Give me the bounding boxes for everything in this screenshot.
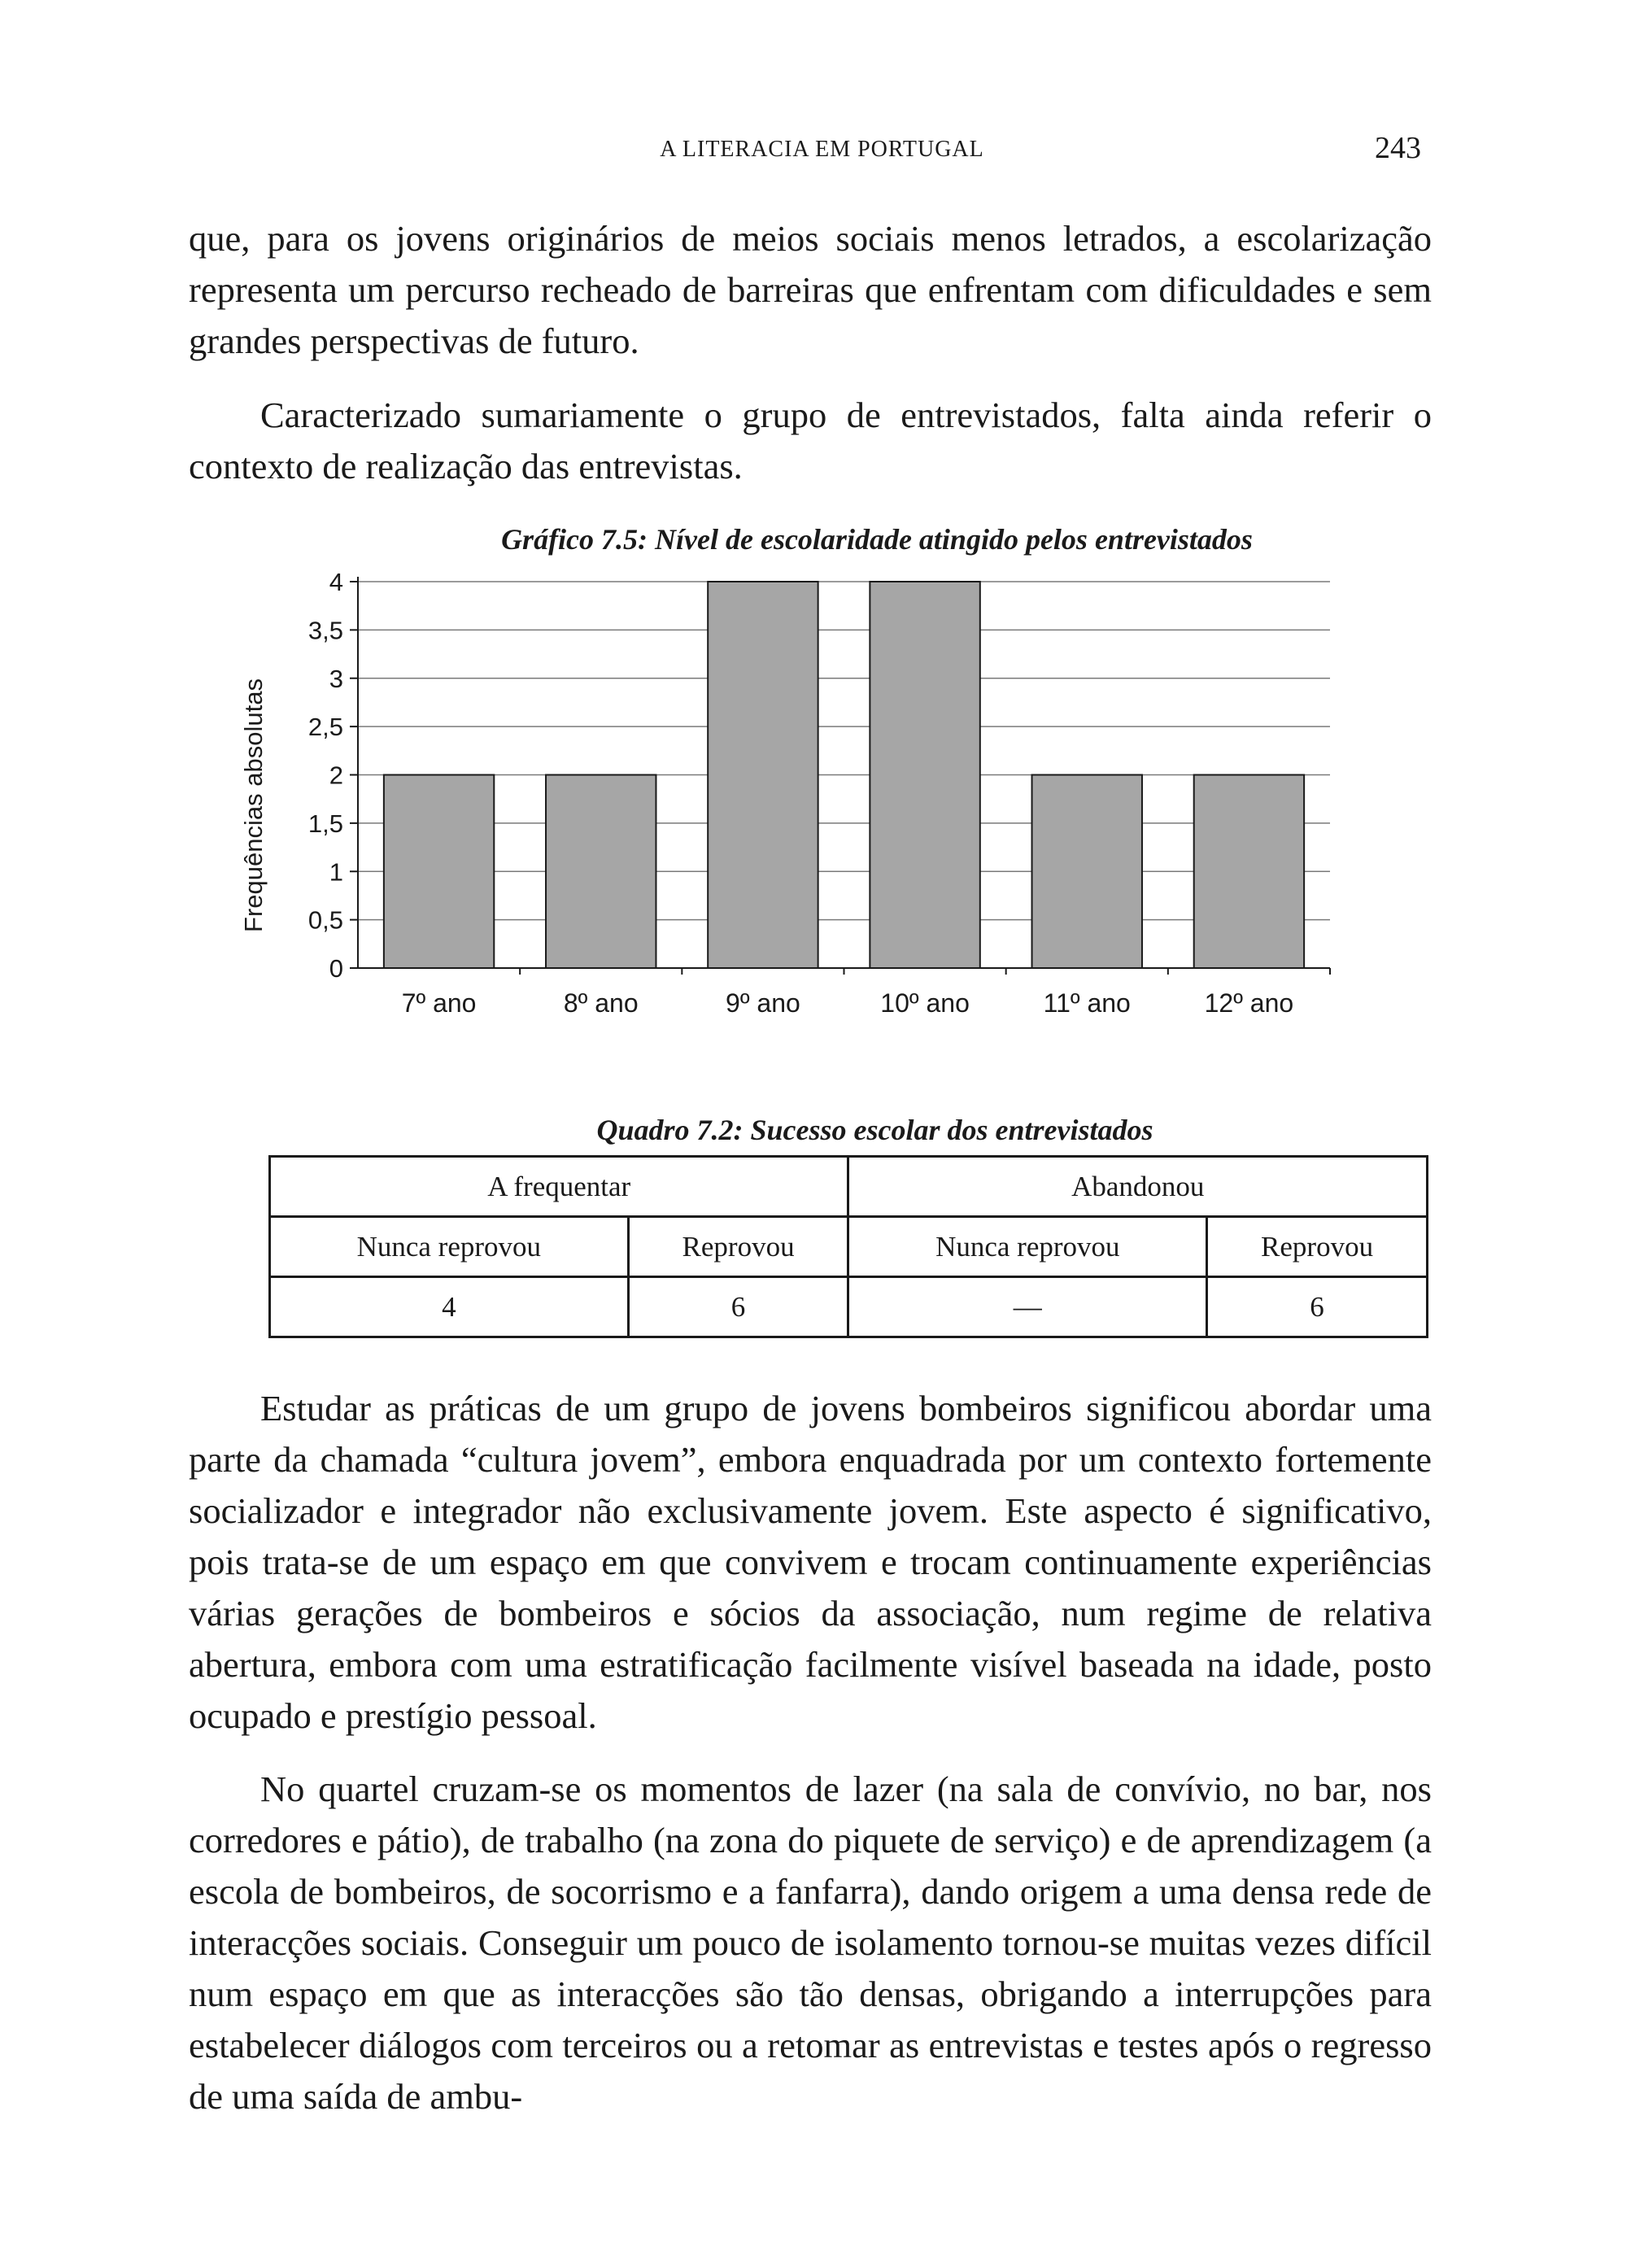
x-tick-label: 9º ano [726, 988, 800, 1018]
x-tick-label: 10º ano [880, 988, 970, 1018]
bar [546, 775, 656, 969]
school-success-table [268, 1155, 1428, 1338]
y-tick-label: 0,5 [307, 905, 343, 935]
y-tick-label: 3 [329, 664, 343, 693]
y-tick-label: 2,5 [307, 713, 343, 742]
y-axis-label: Frequências absolutas [239, 678, 268, 932]
y-tick-label: 3,5 [307, 616, 343, 645]
subheader-cell: Nunca reprovou [848, 1217, 1207, 1277]
y-tick-label: 4 [329, 568, 343, 596]
running-head: A LITERACIA EM PORTUGAL [660, 137, 984, 162]
chart-gridlines [358, 582, 1330, 920]
bar [708, 582, 818, 968]
subheader-cell: Nunca reprovou [270, 1217, 629, 1277]
value-cell: — [848, 1277, 1207, 1337]
x-tick-label: 7º ano [401, 988, 477, 1018]
x-tick-label: 11º ano [1043, 988, 1131, 1018]
y-tick-label: 2 [329, 761, 343, 790]
table-subheader-row [270, 1217, 1428, 1277]
table-group-row [270, 1157, 1428, 1217]
page-number: 243 [1375, 131, 1421, 165]
group-header-dropped-out: Abandonou [848, 1157, 1428, 1217]
bar-chart [220, 561, 1358, 1033]
value-cell: 6 [628, 1277, 848, 1337]
paragraph-2: Caracterizado sumariamente o grupo de entrevistados, falta ainda referir o contexto de realização das entrevistas. [189, 395, 1432, 486]
subheader-cell: Reprovou [628, 1217, 848, 1277]
chart-caption: Gráfico 7.5: Nível de escolaridade atingido pelos entrevistados [501, 523, 1253, 556]
value-cell: 6 [1207, 1277, 1428, 1337]
y-tick-label: 0 [329, 954, 343, 983]
paragraph-4: No quartel cruzam-se os momentos de lazer (na sala de convívio, no bar, nos corredores e pátio), de trabalho (na zona do piquete de serviço) e de aprendizagem (a escola de bombeiros, de socorrismo e a fanfarra), dando origem a uma densa rede de interacções sociais. Conseguir um pouco de isolamento tornou-se muitas vezes difícil num espaço em que as interacções são tão densas, obrigando a interrupções para estabelecer diálogos com terceiros ou a retomar as entrevistas e testes após o regresso de uma saída de ambu- [189, 1769, 1432, 2117]
value-cell: 4 [270, 1277, 629, 1337]
group-header-attending: A frequentar [270, 1157, 848, 1217]
paragraph-3: Estudar as práticas de um grupo de jovens bombeiros significou abordar uma parte da chamada “cultura jovem”, embora enquadrada por um contexto fortemente socializador e integrador não exclusivamente jovem. Este aspecto é significativo, pois trata-se de um espaço em que convivem e trocam continuamente experiências várias gerações de bombeiros e sócios da associação, num regime de relativa abertura, embora com uma estratificação facilmente visível baseada na idade, posto ocupado e prestígio pessoal. [189, 1388, 1432, 1736]
table-caption: Quadro 7.2: Sucesso escolar dos entrevistados [596, 1114, 1153, 1146]
x-tick-label: 12º ano [1204, 988, 1294, 1018]
bar [1194, 775, 1304, 969]
bar [1032, 775, 1142, 969]
paragraph-1: que, para os jovens originários de meios sociais menos letrados, a escolarização representa um percurso recheado de barreiras que enfrentam com dificuldades e sem grandes perspectivas de futuro. [189, 218, 1432, 361]
bar [384, 775, 494, 969]
bar [870, 582, 979, 968]
y-tick-label: 1 [329, 857, 343, 887]
y-tick-label: 1,5 [307, 809, 343, 838]
chart-axes [350, 577, 1330, 975]
subheader-cell: Reprovou [1207, 1217, 1428, 1277]
x-tick-label: 8º ano [563, 988, 639, 1018]
table-value-row [270, 1277, 1428, 1337]
